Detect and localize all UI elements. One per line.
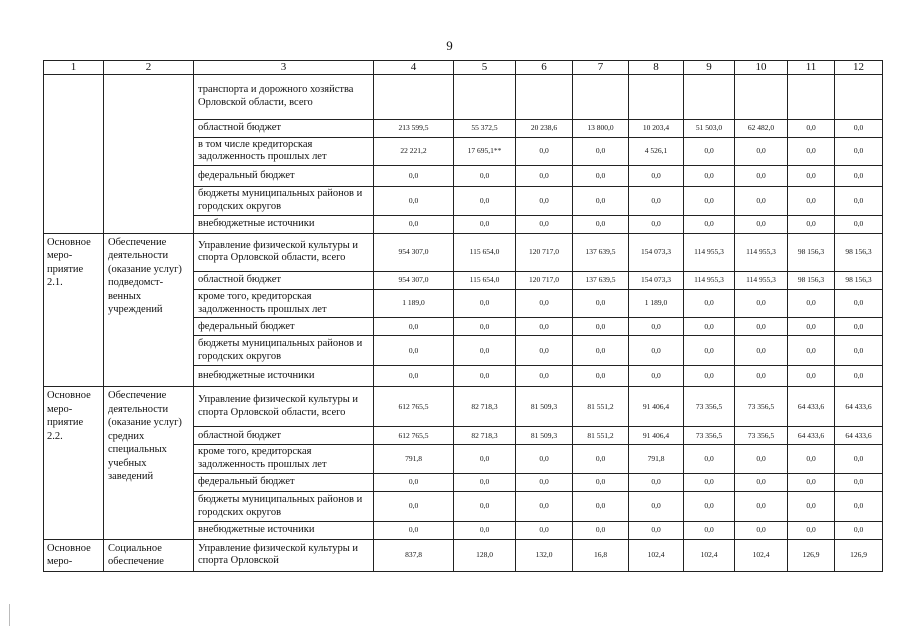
value-cell: 98 156,3 xyxy=(788,271,835,289)
value-cell: 91 406,4 xyxy=(629,387,684,427)
value-cell: 0,0 xyxy=(516,336,573,366)
value-cell: 0,0 xyxy=(374,318,454,336)
value-cell: 0,0 xyxy=(516,318,573,336)
value-cell: 73 356,5 xyxy=(735,427,788,445)
value-cell: 102,4 xyxy=(684,540,735,572)
value-cell xyxy=(374,74,454,119)
value-cell: 0,0 xyxy=(788,119,835,137)
value-cell xyxy=(735,74,788,119)
measure-title-cell: Социальное обеспечение xyxy=(104,540,194,572)
value-cell: 1 189,0 xyxy=(629,289,684,318)
header-row xyxy=(44,61,883,75)
value-cell: 0,0 xyxy=(374,492,454,522)
value-cell: 0,0 xyxy=(629,522,684,540)
value-cell: 98 156,3 xyxy=(835,233,883,271)
value-cell: 154 073,3 xyxy=(629,271,684,289)
value-cell: 81 551,2 xyxy=(573,427,629,445)
value-cell: 0,0 xyxy=(516,445,573,474)
header-cell: 9 xyxy=(684,61,735,75)
funding-source-cell: Управление физической культуры и спорта Орловской области, всего xyxy=(194,387,374,427)
value-cell: 17 695,1** xyxy=(454,137,516,166)
value-cell: 1 189,0 xyxy=(374,289,454,318)
value-cell: 73 356,5 xyxy=(684,427,735,445)
value-cell: 0,0 xyxy=(516,366,573,387)
funding-source-cell: федеральный бюджет xyxy=(194,166,374,187)
value-cell: 64 433,6 xyxy=(788,427,835,445)
header-cell: 1 xyxy=(44,61,104,75)
value-cell: 0,0 xyxy=(788,336,835,366)
value-cell: 0,0 xyxy=(454,289,516,318)
funding-source-cell: Управление физической культуры и спорта Орловской области, всего xyxy=(194,233,374,271)
value-cell xyxy=(788,74,835,119)
value-cell: 0,0 xyxy=(454,318,516,336)
table-row xyxy=(44,387,883,427)
value-cell: 0,0 xyxy=(788,492,835,522)
value-cell: 0,0 xyxy=(788,137,835,166)
value-cell: 0,0 xyxy=(573,166,629,187)
value-cell: 612 765,5 xyxy=(374,387,454,427)
value-cell: 0,0 xyxy=(835,215,883,233)
value-cell: 0,0 xyxy=(374,474,454,492)
value-cell: 0,0 xyxy=(454,187,516,216)
value-cell: 0,0 xyxy=(735,366,788,387)
value-cell: 91 406,4 xyxy=(629,427,684,445)
value-cell: 51 503,0 xyxy=(684,119,735,137)
value-cell: 0,0 xyxy=(835,166,883,187)
value-cell: 115 654,0 xyxy=(454,233,516,271)
funding-source-cell: внебюджетные источники xyxy=(194,215,374,233)
value-cell: 0,0 xyxy=(573,318,629,336)
value-cell: 98 156,3 xyxy=(835,271,883,289)
value-cell: 0,0 xyxy=(684,215,735,233)
value-cell: 0,0 xyxy=(684,336,735,366)
value-cell: 0,0 xyxy=(835,187,883,216)
value-cell: 0,0 xyxy=(516,492,573,522)
measure-number-cell: Основное меро-приятие 2.1. xyxy=(44,233,104,387)
header-cell: 8 xyxy=(629,61,684,75)
measure-number-cell: Основное меро-приятие 2.2. xyxy=(44,387,104,540)
value-cell: 0,0 xyxy=(735,137,788,166)
value-cell: 62 482,0 xyxy=(735,119,788,137)
value-cell: 137 639,5 xyxy=(573,233,629,271)
value-cell: 0,0 xyxy=(788,215,835,233)
value-cell: 0,0 xyxy=(788,522,835,540)
value-cell: 0,0 xyxy=(454,336,516,366)
value-cell xyxy=(516,74,573,119)
value-cell: 0,0 xyxy=(454,474,516,492)
value-cell: 0,0 xyxy=(684,474,735,492)
value-cell: 137 639,5 xyxy=(573,271,629,289)
header-cell: 12 xyxy=(835,61,883,75)
value-cell: 0,0 xyxy=(516,522,573,540)
value-cell: 115 654,0 xyxy=(454,271,516,289)
budget-table xyxy=(43,60,883,572)
header-cell: 10 xyxy=(735,61,788,75)
value-cell: 102,4 xyxy=(629,540,684,572)
value-cell xyxy=(454,74,516,119)
value-cell: 0,0 xyxy=(684,445,735,474)
table-row xyxy=(44,233,883,271)
value-cell: 0,0 xyxy=(788,289,835,318)
value-cell: 10 203,4 xyxy=(629,119,684,137)
value-cell: 0,0 xyxy=(454,445,516,474)
measure-number-cell: Основное меро- xyxy=(44,540,104,572)
header-cell: 2 xyxy=(104,61,194,75)
value-cell: 0,0 xyxy=(735,492,788,522)
header-cell: 3 xyxy=(194,61,374,75)
value-cell: 0,0 xyxy=(629,318,684,336)
value-cell: 81 509,3 xyxy=(516,387,573,427)
measure-title-cell: Обеспечение деятельности (оказание услуг) средних специальных учебных заведений xyxy=(104,387,194,540)
value-cell: 0,0 xyxy=(516,215,573,233)
funding-source-cell: областной бюджет xyxy=(194,427,374,445)
value-cell xyxy=(835,74,883,119)
value-cell: 0,0 xyxy=(684,522,735,540)
value-cell: 102,4 xyxy=(735,540,788,572)
value-cell: 0,0 xyxy=(374,187,454,216)
value-cell: 0,0 xyxy=(788,166,835,187)
value-cell: 0,0 xyxy=(835,336,883,366)
value-cell: 0,0 xyxy=(788,445,835,474)
value-cell: 0,0 xyxy=(629,492,684,522)
header-cell: 11 xyxy=(788,61,835,75)
value-cell: 0,0 xyxy=(735,522,788,540)
value-cell: 0,0 xyxy=(788,474,835,492)
value-cell xyxy=(684,74,735,119)
measure-title-cell: Обеспечение деятельности (оказание услуг) подведомст-венных учреждений xyxy=(104,233,194,387)
funding-source-cell: в том числе кредиторская задолженность прошлых лет xyxy=(194,137,374,166)
value-cell: 64 433,6 xyxy=(835,387,883,427)
value-cell: 0,0 xyxy=(516,187,573,216)
funding-source-cell: федеральный бюджет xyxy=(194,318,374,336)
value-cell: 128,0 xyxy=(454,540,516,572)
value-cell: 0,0 xyxy=(735,474,788,492)
value-cell: 22 221,2 xyxy=(374,137,454,166)
value-cell: 0,0 xyxy=(516,166,573,187)
table-row xyxy=(44,74,883,119)
value-cell: 0,0 xyxy=(684,166,735,187)
funding-source-cell: бюджеты муниципальных районов и городских округов xyxy=(194,336,374,366)
value-cell: 0,0 xyxy=(835,318,883,336)
value-cell: 0,0 xyxy=(684,289,735,318)
value-cell: 114 955,3 xyxy=(735,233,788,271)
value-cell: 0,0 xyxy=(788,187,835,216)
value-cell: 791,8 xyxy=(374,445,454,474)
value-cell: 0,0 xyxy=(374,366,454,387)
value-cell: 0,0 xyxy=(454,492,516,522)
value-cell: 0,0 xyxy=(454,215,516,233)
value-cell: 0,0 xyxy=(374,522,454,540)
value-cell: 0,0 xyxy=(629,366,684,387)
value-cell: 0,0 xyxy=(573,492,629,522)
value-cell: 120 717,0 xyxy=(516,233,573,271)
value-cell: 55 372,5 xyxy=(454,119,516,137)
value-cell: 73 356,5 xyxy=(684,387,735,427)
value-cell: 0,0 xyxy=(684,187,735,216)
value-cell: 0,0 xyxy=(629,215,684,233)
value-cell: 0,0 xyxy=(835,445,883,474)
value-cell: 126,9 xyxy=(788,540,835,572)
value-cell: 954 307,0 xyxy=(374,271,454,289)
value-cell: 0,0 xyxy=(735,318,788,336)
value-cell: 0,0 xyxy=(684,137,735,166)
value-cell: 0,0 xyxy=(374,166,454,187)
value-cell: 0,0 xyxy=(835,289,883,318)
value-cell: 0,0 xyxy=(374,215,454,233)
value-cell: 64 433,6 xyxy=(835,427,883,445)
value-cell: 0,0 xyxy=(629,474,684,492)
margin-mark xyxy=(9,604,10,626)
value-cell: 0,0 xyxy=(573,445,629,474)
value-cell: 791,8 xyxy=(629,445,684,474)
value-cell: 0,0 xyxy=(835,492,883,522)
value-cell: 954 307,0 xyxy=(374,233,454,271)
value-cell: 16,8 xyxy=(573,540,629,572)
value-cell: 20 238,6 xyxy=(516,119,573,137)
value-cell: 0,0 xyxy=(835,474,883,492)
header-cell: 5 xyxy=(454,61,516,75)
header-cell: 4 xyxy=(374,61,454,75)
value-cell: 0,0 xyxy=(454,166,516,187)
value-cell: 132,0 xyxy=(516,540,573,572)
value-cell: 0,0 xyxy=(454,366,516,387)
value-cell: 612 765,5 xyxy=(374,427,454,445)
value-cell: 0,0 xyxy=(573,187,629,216)
value-cell: 82 718,3 xyxy=(454,387,516,427)
value-cell: 0,0 xyxy=(516,289,573,318)
value-cell: 81 509,3 xyxy=(516,427,573,445)
value-cell: 98 156,3 xyxy=(788,233,835,271)
value-cell: 0,0 xyxy=(573,336,629,366)
funding-source-cell: кроме того, кредиторская задолженность прошлых лет xyxy=(194,445,374,474)
value-cell: 0,0 xyxy=(573,215,629,233)
value-cell: 0,0 xyxy=(629,187,684,216)
value-cell: 0,0 xyxy=(516,474,573,492)
value-cell: 81 551,2 xyxy=(573,387,629,427)
measure-title-cell xyxy=(104,74,194,233)
value-cell: 154 073,3 xyxy=(629,233,684,271)
funding-source-cell: областной бюджет xyxy=(194,271,374,289)
value-cell xyxy=(573,74,629,119)
value-cell: 114 955,3 xyxy=(684,271,735,289)
value-cell: 837,8 xyxy=(374,540,454,572)
value-cell: 0,0 xyxy=(573,289,629,318)
value-cell: 0,0 xyxy=(684,366,735,387)
value-cell: 0,0 xyxy=(788,318,835,336)
page-number: 9 xyxy=(446,38,453,53)
value-cell: 114 955,3 xyxy=(735,271,788,289)
value-cell: 0,0 xyxy=(735,166,788,187)
value-cell: 0,0 xyxy=(788,366,835,387)
value-cell: 120 717,0 xyxy=(516,271,573,289)
value-cell: 0,0 xyxy=(629,336,684,366)
header-cell: 7 xyxy=(573,61,629,75)
funding-source-cell: бюджеты муниципальных районов и городских округов xyxy=(194,187,374,216)
funding-source-cell: Управление физической культуры и спорта Орловской xyxy=(194,540,374,572)
value-cell: 0,0 xyxy=(573,474,629,492)
value-cell: 0,0 xyxy=(735,445,788,474)
funding-source-cell: областной бюджет xyxy=(194,119,374,137)
value-cell: 0,0 xyxy=(629,166,684,187)
value-cell: 82 718,3 xyxy=(454,427,516,445)
value-cell: 0,0 xyxy=(835,366,883,387)
value-cell: 0,0 xyxy=(573,137,629,166)
value-cell: 0,0 xyxy=(573,522,629,540)
value-cell: 0,0 xyxy=(684,318,735,336)
value-cell: 0,0 xyxy=(573,366,629,387)
funding-source-cell: внебюджетные источники xyxy=(194,366,374,387)
value-cell: 0,0 xyxy=(735,336,788,366)
value-cell: 73 356,5 xyxy=(735,387,788,427)
value-cell: 64 433,6 xyxy=(788,387,835,427)
funding-source-cell: внебюджетные источники xyxy=(194,522,374,540)
value-cell: 126,9 xyxy=(835,540,883,572)
value-cell: 0,0 xyxy=(374,336,454,366)
value-cell: 0,0 xyxy=(735,215,788,233)
funding-source-cell: транспорта и дорожного хозяйства Орловской области, всего xyxy=(194,74,374,119)
funding-source-cell: федеральный бюджет xyxy=(194,474,374,492)
value-cell: 0,0 xyxy=(735,187,788,216)
value-cell: 0,0 xyxy=(684,492,735,522)
value-cell: 114 955,3 xyxy=(684,233,735,271)
table-row xyxy=(44,540,883,572)
value-cell: 0,0 xyxy=(835,119,883,137)
funding-source-cell: кроме того, кредиторская задолженность прошлых лет xyxy=(194,289,374,318)
value-cell: 0,0 xyxy=(735,289,788,318)
value-cell: 13 800,0 xyxy=(573,119,629,137)
measure-number-cell xyxy=(44,74,104,233)
value-cell: 0,0 xyxy=(454,522,516,540)
value-cell xyxy=(629,74,684,119)
header-cell: 6 xyxy=(516,61,573,75)
value-cell: 213 599,5 xyxy=(374,119,454,137)
value-cell: 0,0 xyxy=(835,522,883,540)
value-cell: 4 526,1 xyxy=(629,137,684,166)
value-cell: 0,0 xyxy=(516,137,573,166)
value-cell: 0,0 xyxy=(835,137,883,166)
funding-source-cell: бюджеты муниципальных районов и городских округов xyxy=(194,492,374,522)
